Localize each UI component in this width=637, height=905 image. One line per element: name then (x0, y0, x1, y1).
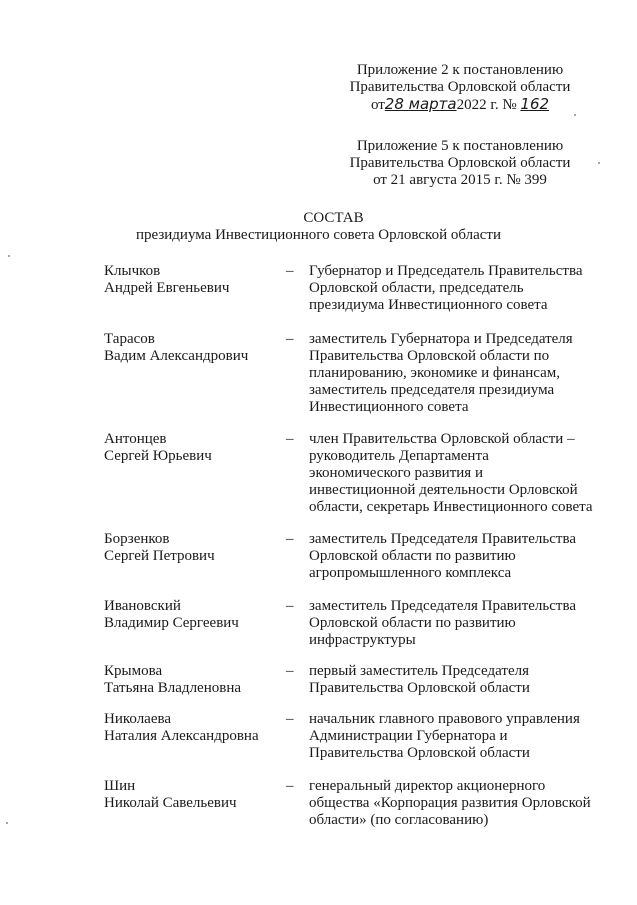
role-line: планированию, экономике и финансам, (309, 365, 561, 381)
member-given-name: Наталия Александровна (104, 728, 259, 744)
role-line: Администрации Губернатора и (309, 728, 508, 744)
role-line: Орловской области, председатель (309, 280, 524, 296)
member-role (309, 711, 609, 762)
role-line: инфраструктуры (309, 632, 416, 648)
role-line: руководитель Департамента (309, 448, 489, 464)
role-line: области, секретарь Инвестиционного совета (309, 499, 593, 515)
appendix-5-header (300, 138, 620, 189)
role-line: заместитель Председателя Правительства (309, 598, 577, 614)
appendix-5-line2: Правительства Орловской области (349, 155, 571, 171)
member-role (309, 331, 609, 416)
role-line: президиума Инвестиционного совета (309, 297, 548, 313)
appendix-2-header (300, 62, 620, 114)
appendix-2-date-line (300, 96, 620, 114)
member-given-name: Сергей Юрьевич (104, 448, 212, 464)
member-surname: Борзенков (104, 531, 170, 547)
appendix-2-line2: Правительства Орловской области (349, 79, 571, 95)
member-dash: – (286, 331, 294, 347)
member-role (309, 531, 609, 582)
member-surname: Клычков (104, 263, 161, 279)
scan-speck (8, 255, 10, 257)
role-line: заместитель Председателя Правительства (309, 531, 577, 547)
role-line: Губернатор и Председатель Правительства (309, 263, 583, 279)
member-surname: Николаева (104, 711, 172, 727)
date-prefix: от (370, 97, 385, 113)
member-surname: Антонцев (104, 431, 167, 447)
appendix-5-line3: от 21 августа 2015 г. № 399 (373, 172, 547, 188)
role-line: Орловской области по развитию (309, 548, 516, 564)
member-surname: Крымова (104, 663, 163, 679)
member-role (309, 431, 609, 516)
scan-speck (598, 162, 600, 164)
role-line: заместитель Губернатора и Председателя (309, 331, 573, 347)
role-line: Орловской области по развитию (309, 615, 516, 631)
member-dash: – (286, 263, 294, 279)
member-given-name: Сергей Петрович (104, 548, 215, 564)
role-line: Правительства Орловской области (309, 745, 530, 761)
member-name (104, 778, 284, 812)
member-name (104, 663, 284, 697)
title-subtitle: президиума Инвестиционного совета Орловской области (135, 227, 502, 243)
member-name (104, 598, 284, 632)
member-given-name: Вадим Александрович (104, 348, 249, 364)
member-name (104, 711, 284, 745)
member-surname: Шин (104, 778, 136, 794)
role-line: Правительства Орловской области по (309, 348, 550, 364)
member-name (104, 531, 284, 565)
role-line: первый заместитель Председателя (309, 663, 529, 679)
handwritten-date: 28 марта (384, 95, 457, 113)
title-heading: СОСТАВ (303, 210, 364, 226)
role-line: экономического развития и (309, 465, 483, 481)
member-dash: – (286, 431, 294, 447)
member-name (104, 431, 284, 465)
appendix-5-line1: Приложение 5 к постановлению (356, 138, 564, 154)
role-line: Правительства Орловской области (309, 680, 530, 696)
appendix-2-line1: Приложение 2 к постановлению (356, 62, 564, 78)
scan-speck (574, 114, 576, 116)
member-given-name: Андрей Евгеньевич (104, 280, 230, 296)
role-line: генеральный директор акционерного (309, 778, 546, 794)
role-line: общества «Корпорация развития Орловской (309, 795, 591, 811)
role-line: заместитель председателя президиума (309, 382, 555, 398)
member-role (309, 598, 609, 649)
document-title (0, 210, 637, 244)
year-part: 2022 г. № (456, 97, 517, 113)
member-role (309, 263, 609, 314)
role-line: инвестиционной деятельности Орловской (309, 482, 578, 498)
role-line: член Правительства Орловской области – (309, 431, 575, 447)
member-dash: – (286, 531, 294, 547)
member-surname: Тарасов (104, 331, 155, 347)
member-name (104, 331, 284, 365)
handwritten-number: 162 (520, 95, 550, 113)
member-given-name: Татьяна Владленовна (104, 680, 242, 696)
member-given-name: Николай Савельевич (104, 795, 237, 811)
role-line: агропромышленного комплекса (309, 565, 512, 581)
role-line: начальник главного правового управления (309, 711, 580, 727)
member-role (309, 663, 609, 697)
member-dash: – (286, 663, 294, 679)
member-dash: – (286, 778, 294, 794)
member-dash: – (286, 711, 294, 727)
member-surname: Ивановский (104, 598, 181, 614)
role-line: Инвестиционного совета (309, 399, 469, 415)
scan-speck (6, 822, 8, 824)
member-role (309, 778, 609, 829)
member-given-name: Владимир Сергеевич (104, 615, 239, 631)
role-line: области» (по согласованию) (309, 812, 489, 828)
member-dash: – (286, 598, 294, 614)
member-name (104, 263, 284, 297)
